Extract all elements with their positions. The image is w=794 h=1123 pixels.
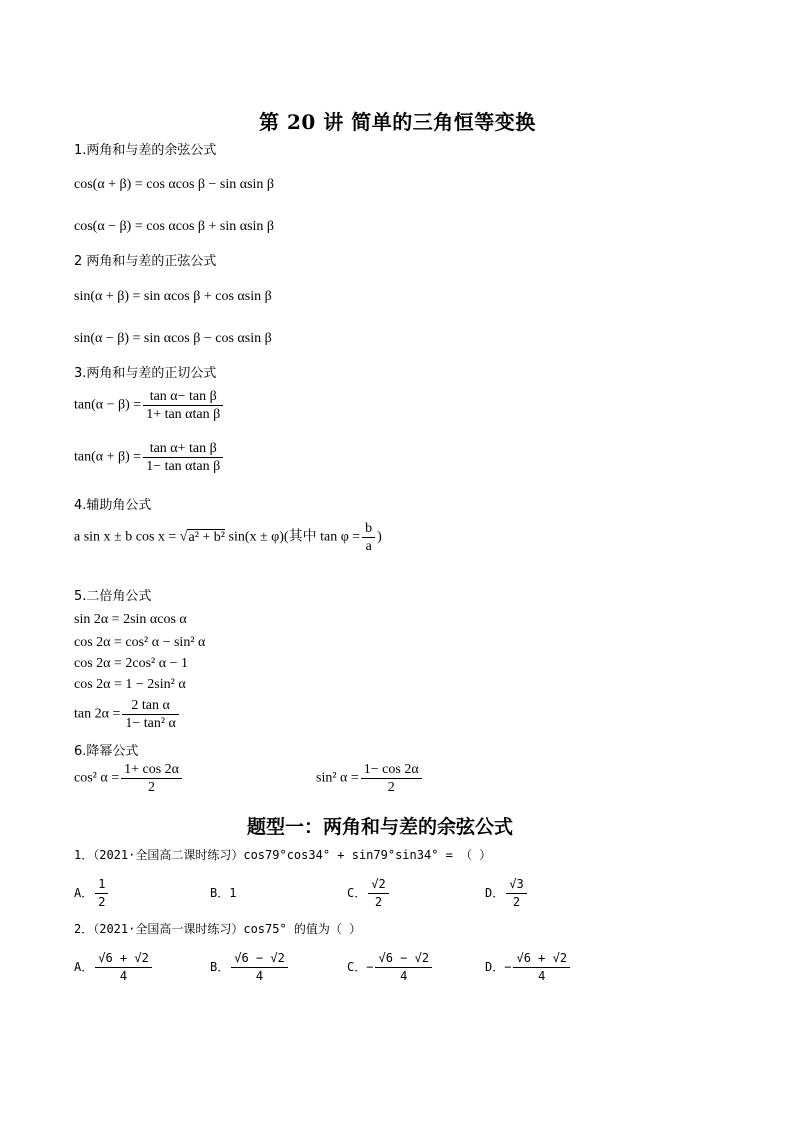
fraction	[375, 950, 432, 985]
formula-tan-diff	[74, 388, 225, 423]
fraction-denominator: 2	[387, 780, 395, 795]
formula-sin-diff: sin(α − β) = sin αcos β − cos αsin β	[74, 331, 272, 346]
fraction-numerator: tan α− tan β	[143, 388, 223, 406]
formula-sin-sum: sin(α + β) = sin αcos β + cos αsin β	[74, 289, 272, 304]
section-title: 题型一：两角和与差的余弦公式	[247, 816, 514, 838]
fraction	[362, 520, 375, 555]
fraction-numerator: √3	[506, 876, 526, 894]
fraction-denominator: 1− tan αtan β	[146, 459, 221, 474]
formula-cos-diff: cos(α − β) = cos αcos β + sin αsin β	[74, 219, 275, 234]
option-label: C．	[347, 960, 367, 974]
fraction	[513, 950, 570, 985]
fraction-denominator: 4	[400, 969, 408, 983]
fraction-denominator: 2	[512, 895, 521, 909]
question-2-option-a	[74, 950, 154, 985]
radicand: a² + b²	[188, 529, 225, 545]
fraction	[122, 697, 179, 732]
heading-double-angle: 5.二倍角公式	[74, 589, 152, 604]
option-label: B．	[210, 886, 230, 900]
question-2-option-d	[485, 950, 572, 985]
formula-lhs: cos² α =	[74, 770, 120, 786]
question-1-stem: 1．（2021·全国高二课时练习）cos79°cos34° + sin79°sin34° = （ ）	[74, 848, 492, 862]
fraction-numerator: 1	[95, 876, 108, 894]
page-title: 第 20 讲 简单的三角恒等变换	[259, 110, 536, 134]
option-label: D．	[485, 960, 505, 974]
fraction-denominator: a	[365, 539, 372, 554]
fraction-numerator: tan α+ tan β	[143, 440, 223, 458]
formula-end: )	[377, 529, 382, 545]
fraction-numerator: √6 + √2	[95, 950, 152, 968]
question-2-option-b	[210, 950, 290, 985]
formula-double-cos-1: cos 2α = cos² α − sin² α	[74, 635, 206, 650]
heading-sin-formulas: 2 两角和与差的正弦公式	[74, 254, 217, 269]
fraction-numerator: √6 + √2	[513, 950, 570, 968]
fraction	[361, 761, 422, 796]
formula-lhs: tan(α − β) =	[74, 397, 142, 413]
question-1-option-a	[74, 876, 110, 911]
fraction	[231, 950, 288, 985]
fraction-denominator: 4	[255, 969, 264, 983]
fraction-numerator: √6 − √2	[375, 950, 432, 968]
fraction-denominator: 4	[538, 969, 546, 983]
formula-double-cos-3: cos 2α = 1 − 2sin² α	[74, 677, 186, 692]
option-label: C．	[347, 886, 367, 900]
question-1-option-d	[485, 876, 529, 911]
formula-lhs: tan 2α =	[74, 706, 121, 722]
question-1-option-c	[347, 876, 391, 911]
formula-reduce-cos	[74, 761, 184, 796]
heading-cos-formulas: 1.两角和与差的余弦公式	[74, 143, 217, 158]
formula-lhs: a sin x ± b cos x =	[74, 529, 177, 545]
option-label: B．	[210, 960, 230, 974]
fraction-numerator: √2	[368, 876, 388, 894]
fraction	[506, 876, 526, 911]
heading-tan-formulas: 3.两角和与差的正切公式	[74, 366, 217, 381]
formula-reduce-sin	[316, 761, 424, 796]
formula-double-tan	[74, 697, 181, 732]
heading-power-reduction: 6.降幂公式	[74, 744, 139, 759]
question-2-stem: 2．（2021·全国高一课时练习）cos75° 的值为（ ）	[74, 922, 362, 936]
formula-double-cos-2: cos 2α = 2cos² α − 1	[74, 656, 188, 671]
formula-middle: sin(x ± φ)(其中 tan φ =	[228, 529, 361, 545]
fraction-denominator: 1− tan² α	[125, 716, 176, 731]
fraction-denominator: 2	[98, 895, 106, 909]
fraction-denominator: 2	[374, 895, 383, 909]
fraction	[121, 761, 182, 796]
option-label: D．	[485, 886, 505, 900]
fraction	[95, 950, 152, 985]
formula-lhs: sin² α =	[316, 770, 359, 786]
fraction-numerator: b	[362, 520, 375, 538]
formula-cos-sum: cos(α + β) = cos αcos β − sin αsin β	[74, 177, 275, 192]
fraction-numerator: 2 tan α	[122, 697, 179, 715]
fraction-numerator: 1− cos 2α	[361, 761, 422, 779]
fraction-denominator: 1+ tan αtan β	[146, 407, 221, 422]
fraction-numerator: √6 − √2	[231, 950, 288, 968]
heading-aux-angle: 4.辅助角公式	[74, 498, 152, 513]
formula-double-sin: sin 2α = 2sin αcos α	[74, 612, 187, 627]
formula-lhs: tan(α + β) =	[74, 449, 142, 465]
question-2-option-c	[347, 950, 434, 985]
option-value: 1	[229, 886, 237, 900]
option-label: A．	[74, 960, 94, 974]
fraction-denominator: 2	[148, 780, 156, 795]
fraction	[143, 440, 223, 475]
option-label: A．	[74, 886, 94, 900]
fraction	[368, 876, 388, 911]
fraction-denominator: 4	[119, 969, 128, 983]
fraction	[143, 388, 223, 423]
formula-aux-angle	[74, 520, 382, 555]
option-sign: −	[504, 960, 512, 974]
fraction-numerator: 1+ cos 2α	[121, 761, 182, 779]
sqrt-symbol: √	[179, 529, 188, 545]
question-1-option-b	[210, 884, 236, 901]
fraction	[95, 876, 108, 911]
option-sign: −	[366, 960, 374, 974]
formula-tan-sum	[74, 440, 225, 475]
